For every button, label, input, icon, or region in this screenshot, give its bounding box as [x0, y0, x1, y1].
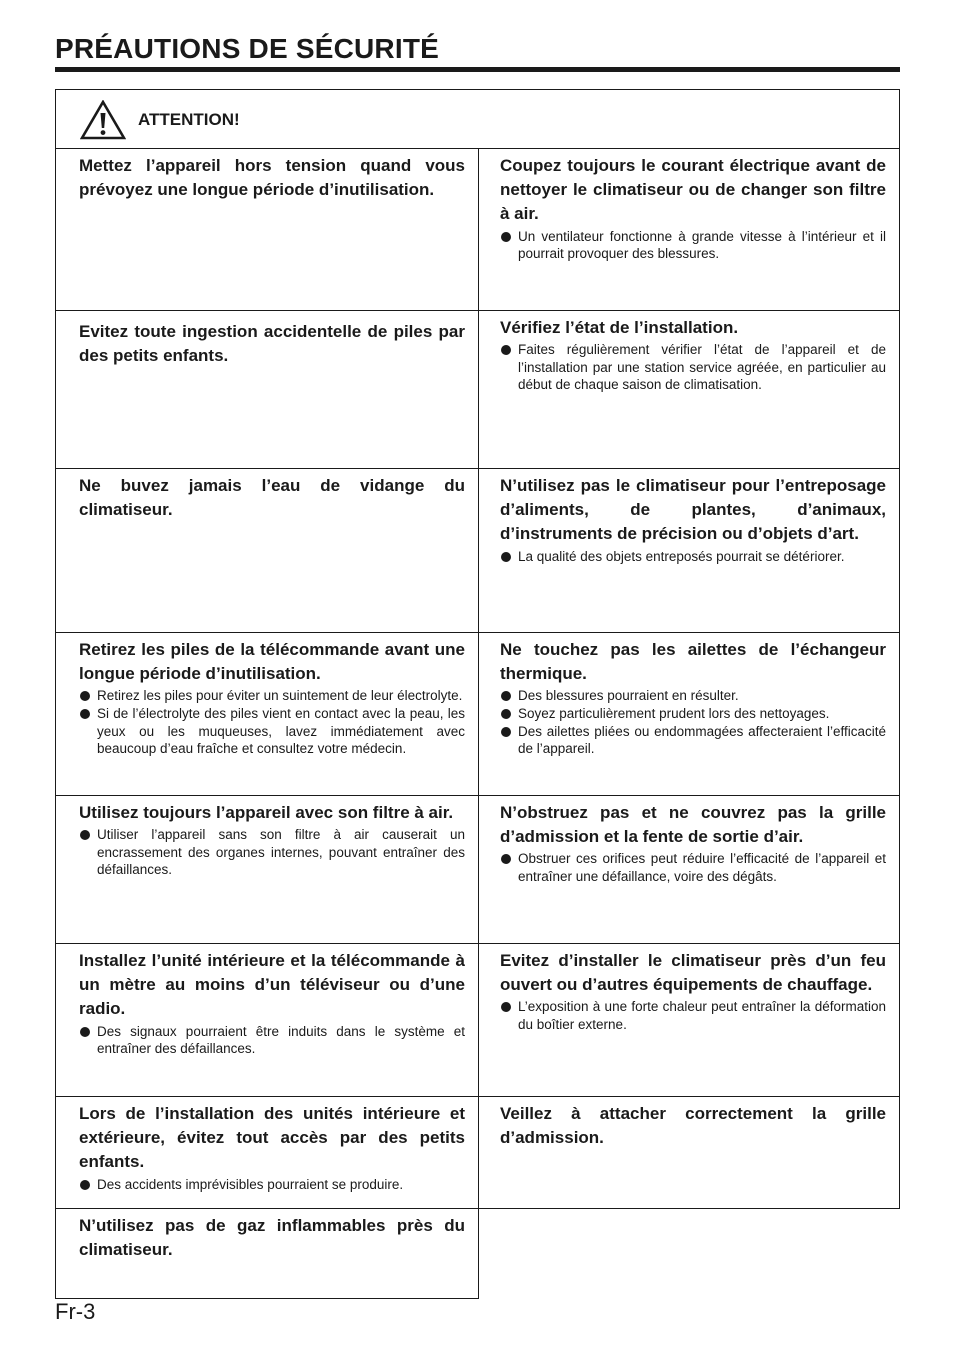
warning-triangle-icon — [80, 100, 126, 140]
bullet-item — [79, 1176, 465, 1194]
bullet-text: Obstruer ces orifices peut réduire l’efficacité de l’appareil et entraîner une défaillance, voire des dégâts. — [518, 851, 886, 884]
cell-bullets — [79, 826, 465, 879]
cell-heading: Ne buvez jamais l’eau de vidange du climatiseur. — [79, 476, 465, 520]
page-title: PRÉAUTIONS DE SÉCURITÉ — [55, 33, 439, 64]
bullet-text: Des blessures pourraient en résulter. — [518, 688, 739, 704]
cell-heading: Installez l’unité intérieure et la télécommande à un mètre au moins d’un téléviseur ou d’une radio. — [79, 951, 465, 1019]
bullet-dot-icon — [501, 709, 511, 719]
bullet-dot-icon — [80, 709, 90, 719]
bullet-text: Des accidents imprévisibles pourraient se produire. — [97, 1176, 404, 1192]
safety-cell — [478, 943, 900, 1097]
bullet-item — [79, 705, 465, 758]
bullet-text: Si de l’électrolyte des piles vient en contact avec la peau, les yeux ou les muqueuses, lavez immédiatement avec beaucoup d’eau fraîche et consultez votre médecin. — [97, 706, 465, 757]
bullet-text: Un ventilateur fonctionne à grande vitesse à l’intérieur et il pourrait provoquer des blessures. — [518, 228, 886, 262]
cell-bullets — [500, 228, 886, 263]
attention-label: ATTENTION! — [138, 110, 240, 129]
cell-heading: Coupez toujours le courant électrique avant de nettoyer le climatiseur ou de changer son filtre à air. — [500, 156, 886, 224]
safety-cell — [55, 943, 479, 1097]
safety-cell — [55, 148, 479, 311]
bullet-text: Retirez les piles pour éviter un suintement de leur électrolyte. — [97, 688, 463, 704]
cell-bullets — [500, 341, 886, 394]
bullet-dot-icon — [80, 1180, 90, 1190]
bullet-item — [500, 850, 886, 885]
cell-heading: Retirez les piles de la télécommande avant une longue période d’inutilisation. — [79, 640, 465, 684]
cell-heading: N’utilisez pas de gaz inflammables près du climatiseur. — [79, 1216, 465, 1260]
safety-cell — [55, 1096, 479, 1209]
cell-heading: Evitez d’installer le climatiseur près d’un feu ouvert ou d’autres équipements de chauffage. — [500, 951, 886, 995]
safety-cell — [478, 1096, 900, 1209]
bullet-item — [79, 687, 465, 705]
bullet-dot-icon — [501, 727, 511, 737]
bullet-dot-icon — [80, 830, 90, 840]
cell-heading: N’obstruez pas et ne couvrez pas la grille d’admission et la fente de sortie d’air. — [500, 803, 886, 847]
safety-cell — [478, 310, 900, 469]
bullet-item — [500, 687, 886, 705]
title-rule — [55, 67, 900, 72]
safety-cell — [55, 468, 479, 633]
bullet-item — [500, 548, 886, 566]
bullet-text: Faites régulièrement vérifier l’état de l’appareil et de l’installation par une station service agréée, en particulier au début de chaque saison de climatisation. — [518, 342, 886, 393]
cell-heading: Vérifiez l’état de l’installation. — [500, 318, 739, 337]
bullet-text: Utiliser l’appareil sans son filtre à air causerait un encrassement des organes internes, pouvant entraîner des défaillances. — [97, 827, 465, 878]
cell-bullets — [79, 1176, 465, 1194]
safety-cell — [478, 632, 900, 796]
safety-cell — [478, 468, 900, 633]
cell-heading: Veillez à attacher correctement la grille d’admission. — [500, 1104, 886, 1148]
safety-cell — [55, 632, 479, 796]
bullet-text: La qualité des objets entreposés pourrait se détériorer. — [518, 548, 845, 564]
cell-bullets — [500, 850, 886, 885]
bullet-dot-icon — [501, 854, 511, 864]
bullet-item — [79, 826, 465, 879]
cell-bullets — [500, 998, 886, 1033]
bullet-dot-icon — [80, 1027, 90, 1037]
bullet-item — [500, 228, 886, 263]
bullet-item — [500, 705, 886, 723]
attention-header — [55, 89, 900, 149]
safety-cell — [55, 1208, 479, 1299]
cell-heading: N’utilisez pas le climatiseur pour l’entreposage d’aliments, de plantes, d’animaux, d’instruments de précision ou d’objets d’art. — [500, 476, 886, 544]
cell-bullets — [500, 548, 886, 566]
cell-heading: Ne touchez pas les ailettes de l’échangeur thermique. — [500, 640, 886, 684]
bullet-dot-icon — [80, 691, 90, 701]
cell-heading: Mettez l’appareil hors tension quand vous prévoyez une longue période d’inutilisation. — [79, 156, 465, 200]
bullet-item — [79, 1023, 465, 1058]
page-number: Fr-3 — [55, 1299, 96, 1324]
cell-bullets — [500, 687, 886, 757]
bullet-dot-icon — [501, 232, 511, 242]
bullet-dot-icon — [501, 345, 511, 355]
bullet-text: L’exposition à une forte chaleur peut entraîner la déformation du boîtier externe. — [518, 999, 886, 1032]
safety-cell — [55, 795, 479, 944]
bullet-item — [500, 723, 886, 758]
bullet-dot-icon — [501, 1002, 511, 1012]
cell-heading: Evitez toute ingestion accidentelle de piles par des petits enfants. — [79, 322, 465, 366]
cell-heading: Utilisez toujours l’appareil avec son filtre à air. — [79, 803, 454, 822]
bullet-text: Des ailettes pliées ou endommagées affecteraient l’efficacité de l’appareil. — [518, 723, 886, 757]
bullet-dot-icon — [501, 691, 511, 701]
bullet-text: Soyez particulièrement prudent lors des nettoyages. — [518, 706, 830, 721]
bullet-text: Des signaux pourraient être induits dans le système et entraîner des défaillances. — [97, 1023, 465, 1057]
safety-cell — [478, 148, 900, 311]
bullet-item — [500, 998, 886, 1033]
cell-bullets — [79, 687, 465, 757]
safety-cell — [478, 795, 900, 944]
safety-cell — [55, 310, 479, 469]
cell-heading: Lors de l’installation des unités intérieure et extérieure, évitez tout accès par des petits enfants. — [79, 1104, 465, 1172]
bullet-item — [500, 341, 886, 394]
bullet-dot-icon — [501, 552, 511, 562]
cell-bullets — [79, 1023, 465, 1058]
